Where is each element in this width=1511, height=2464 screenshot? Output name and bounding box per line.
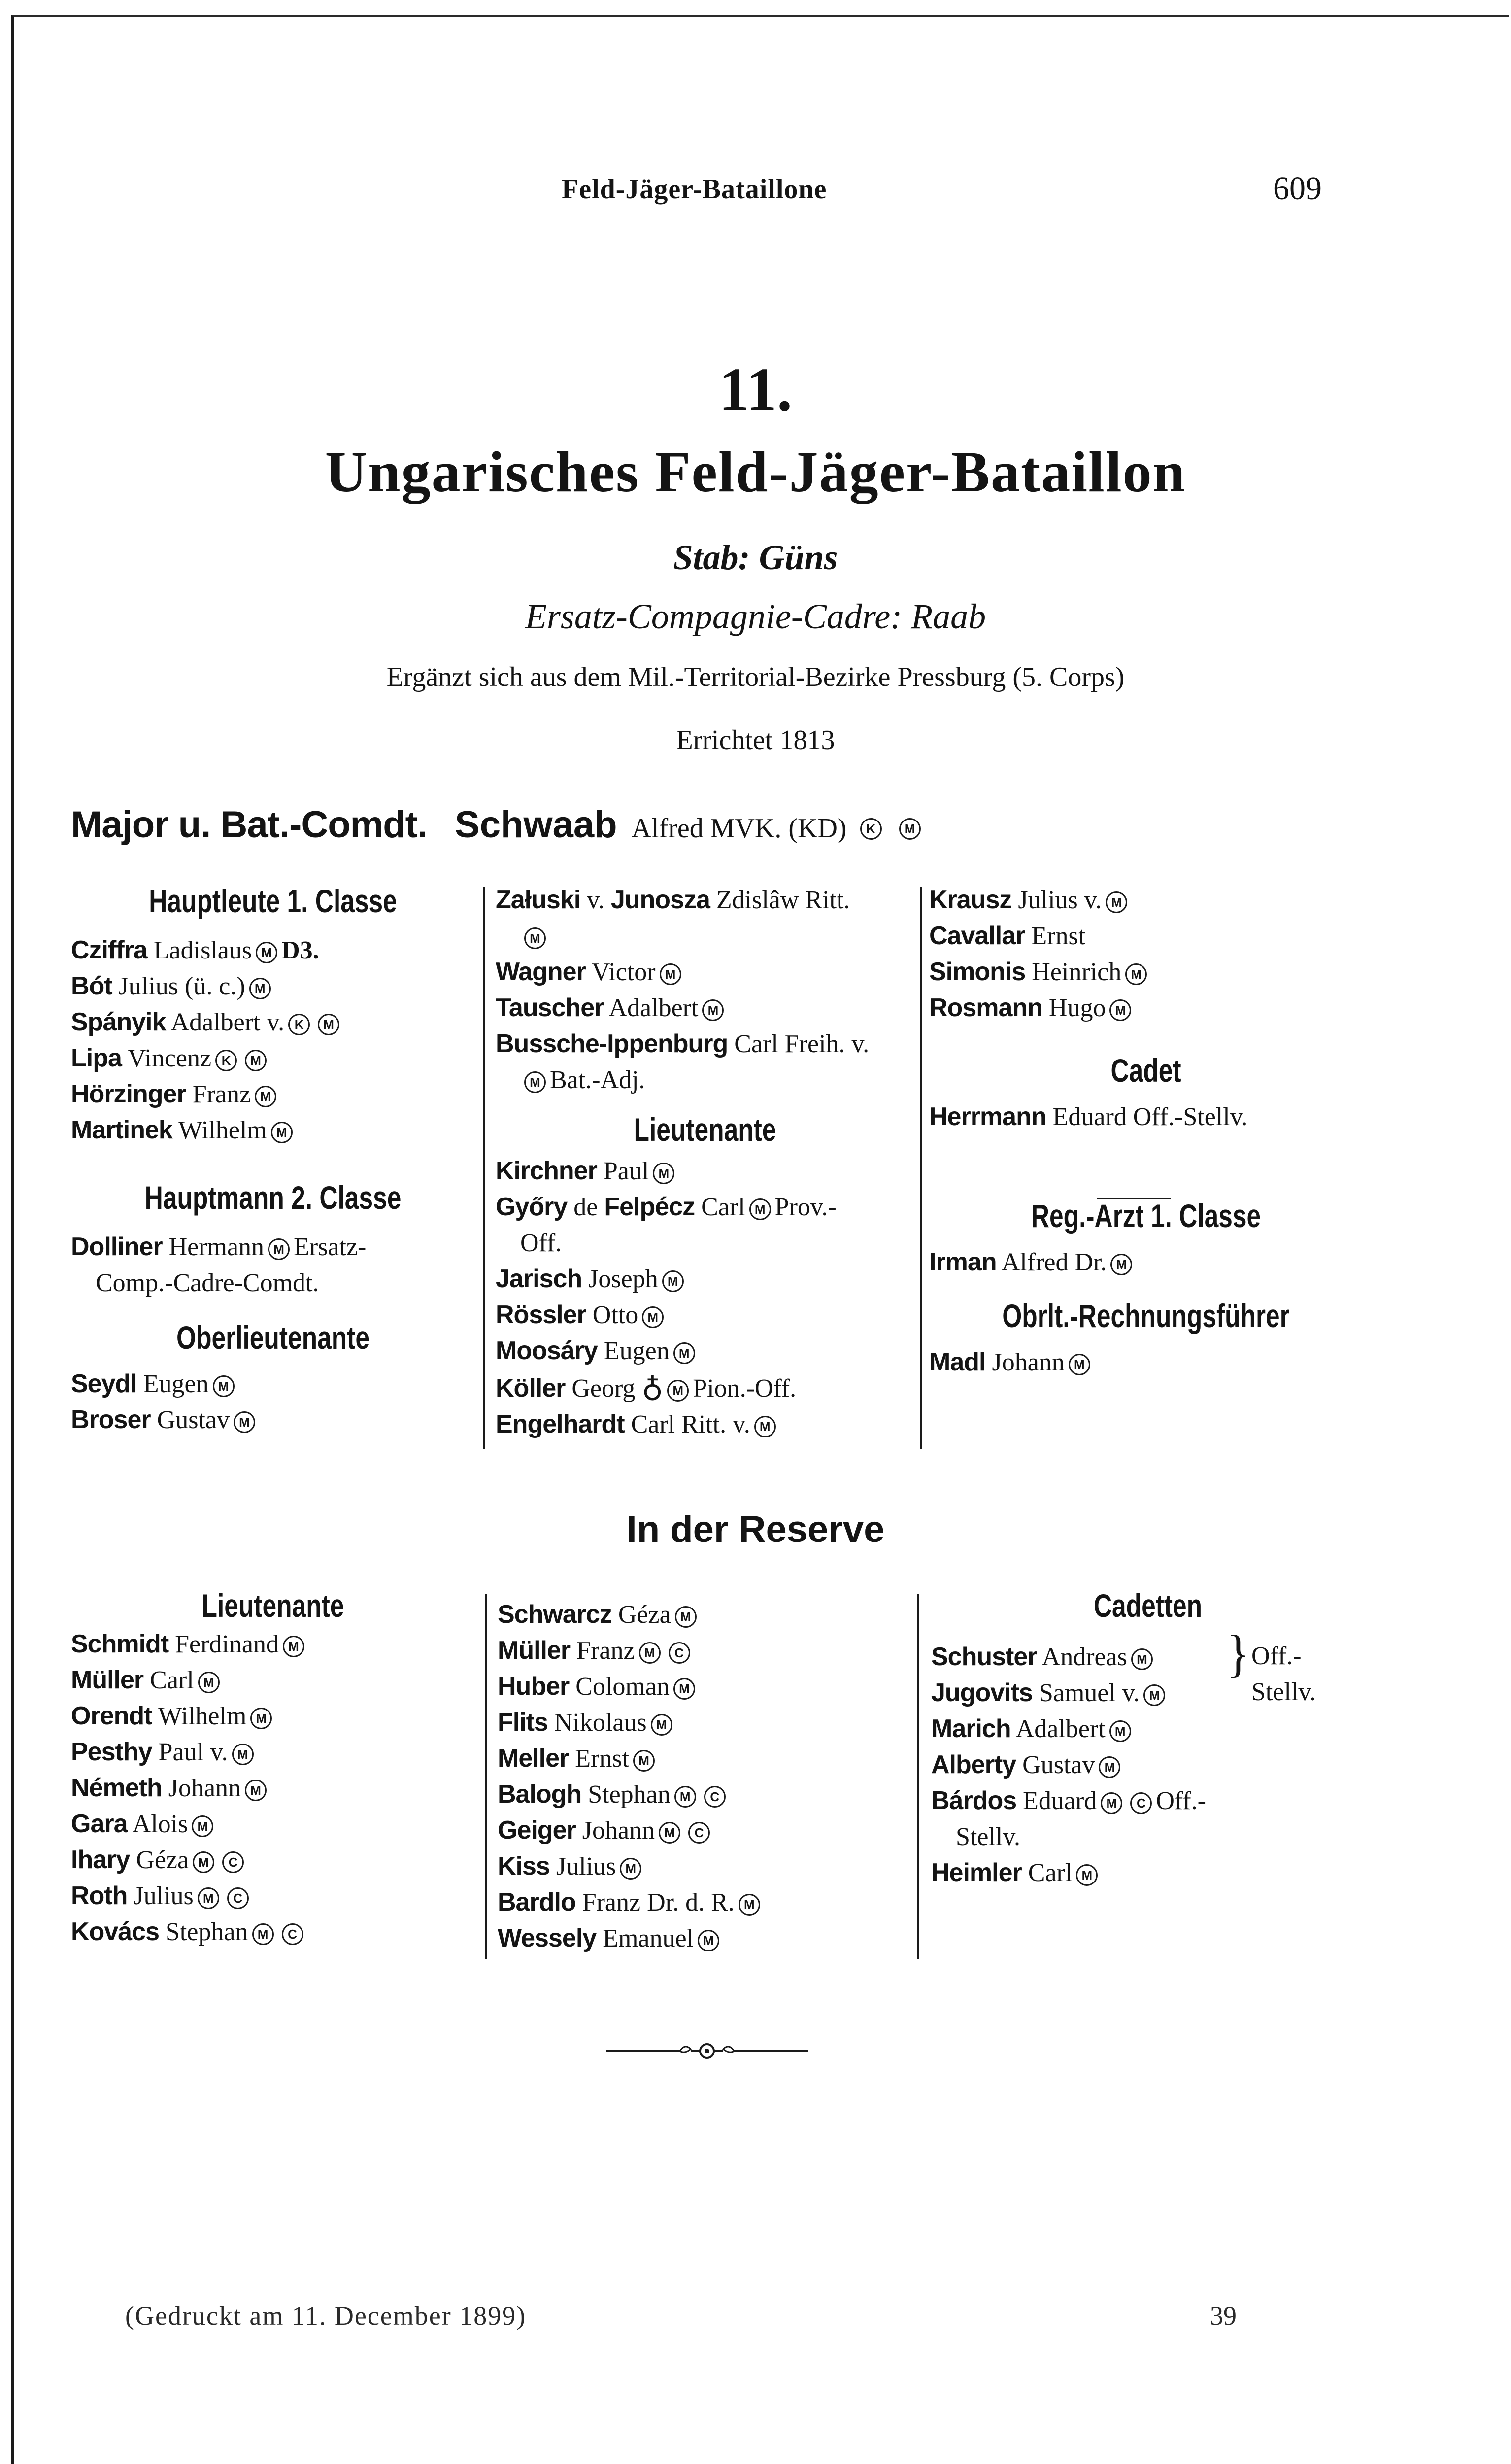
list-item: Köller Georg ♁ M Pion.-Off. <box>496 1370 797 1403</box>
list-item: Heimler Carl M <box>931 1855 1365 1891</box>
major-name: Schwaab <box>455 804 617 846</box>
list-item: Balogh Stephan M C <box>498 1777 911 1813</box>
section-heading: Hauptmann 2. Classe <box>144 1179 402 1216</box>
m-badge-icon: M <box>250 1708 272 1729</box>
c-badge-icon: C <box>704 1786 726 1808</box>
m-badge-icon: M <box>899 818 921 840</box>
m-badge-icon: M <box>193 1851 214 1873</box>
m-badge-icon: M <box>662 1270 684 1292</box>
list-item: Müller Carl M <box>71 1662 475 1698</box>
list-item: Madl Johann M <box>929 1344 1363 1380</box>
list-item: Kiss Julius M <box>498 1848 911 1884</box>
major-rest: Alfred MVK. (KD) <box>631 813 847 844</box>
m-badge-icon: M <box>749 1198 771 1220</box>
column-2 <box>496 882 914 1442</box>
print-date: (Gedruckt am 11. December 1899) <box>125 2301 527 2330</box>
m-badge-icon: M <box>271 1122 293 1143</box>
m-badge-icon: M <box>232 1744 254 1765</box>
list-item: Irman Alfred Dr. M <box>929 1244 1363 1280</box>
section-heading: Lieutenante <box>634 1111 776 1148</box>
reserve-column-3 <box>931 1587 1365 1891</box>
m-badge-icon: M <box>256 942 277 963</box>
c-badge-icon: C <box>282 1923 303 1945</box>
list-item: Kovács Stephan M C <box>71 1914 475 1950</box>
m-badge-icon: M <box>198 1672 220 1693</box>
m-badge-icon: M <box>1109 999 1131 1021</box>
reserve-column-1 <box>71 1587 475 1950</box>
list-item: Lipa Vincenz K M <box>71 1040 475 1076</box>
list-item: Tauscher Adalbert M <box>496 990 914 1026</box>
m-badge-icon: M <box>1131 1648 1153 1670</box>
k-badge-icon: K <box>288 1014 310 1035</box>
list-item: Alberty Gustav M <box>931 1747 1365 1783</box>
section-heading: Lieutenante <box>201 1587 344 1624</box>
list-item: Flits Nikolaus M <box>498 1705 911 1741</box>
list-item: Rosmann Hugo M <box>929 990 1363 1026</box>
list-item-continuation: Off. <box>520 1229 562 1257</box>
list-item: Bót Julius (ü. c.) M <box>71 968 475 1004</box>
m-badge-icon: M <box>1143 1684 1165 1706</box>
list-item: Marich Adalbert M <box>931 1711 1365 1747</box>
k-badge-icon: K <box>860 818 882 840</box>
list-item: Spányik Adalbert v. K M <box>71 1004 475 1040</box>
ornament-divider-icon <box>606 2041 808 2061</box>
m-badge-icon: M <box>524 1071 546 1093</box>
m-badge-icon: M <box>675 1606 697 1628</box>
list-item-continuation: M Bat.-Adj. <box>496 1062 914 1098</box>
list-item: Németh Johann M <box>71 1770 475 1806</box>
m-badge-icon: M <box>642 1306 664 1328</box>
m-badge-icon: M <box>524 927 546 949</box>
major-row <box>71 803 925 847</box>
column-1 <box>71 882 475 1438</box>
m-badge-icon: M <box>659 1822 680 1844</box>
page-title: Ungarisches Feld-Jäger-Bataillon <box>325 440 1186 504</box>
brace-label: Stellv. <box>1251 1678 1316 1706</box>
list-item: Seydl Eugen M <box>71 1366 475 1402</box>
m-badge-icon: M <box>653 1163 674 1184</box>
list-item: Pesthy Paul v. M <box>71 1734 475 1770</box>
reserve-column-2 <box>498 1597 911 1956</box>
m-badge-icon: M <box>283 1636 304 1657</box>
brace-label: Off.- <box>1251 1642 1302 1670</box>
m-badge-icon: M <box>633 1750 655 1772</box>
m-badge-icon: M <box>660 963 681 985</box>
running-head: Feld-Jäger-Bataillone <box>562 174 827 205</box>
list-item: Załuski v. Junosza Zdislâw Ritt. <box>496 886 850 914</box>
k-badge-icon: K <box>215 1050 237 1071</box>
column-divider <box>485 1594 487 1959</box>
m-badge-icon: M <box>234 1411 255 1433</box>
list-item: Wessely Emanuel M <box>498 1920 911 1956</box>
order-symbol-icon: ♁ <box>641 1370 664 1403</box>
list-item: Wagner Victor M <box>496 954 914 990</box>
list-item: Rössler Otto M <box>496 1297 914 1333</box>
signature-mark: 39 <box>1210 2301 1237 2330</box>
m-badge-icon: M <box>651 1714 672 1736</box>
column-divider <box>917 1594 919 1959</box>
list-item: Schmidt Ferdinand M <box>71 1626 475 1662</box>
list-item: Roth Julius M C <box>71 1878 475 1914</box>
list-item: Schuster Andreas M <box>931 1639 1365 1675</box>
m-badge-icon: M <box>318 1014 339 1035</box>
m-badge-icon: M <box>255 1086 276 1107</box>
brace-group <box>1227 1624 1316 1706</box>
list-item: Moosáry Eugen M <box>496 1333 914 1369</box>
m-badge-icon: M <box>1069 1354 1090 1375</box>
list-item-continuation: Stellv. <box>956 1823 1020 1851</box>
c-badge-icon: C <box>222 1851 244 1873</box>
m-badge-icon: M <box>252 1923 274 1945</box>
list-item: Simonis Heinrich M <box>929 954 1363 990</box>
c-badge-icon: C <box>227 1887 249 1909</box>
list-item: Hörzinger Franz M <box>71 1076 475 1112</box>
major-label: Major u. Bat.-Comdt. <box>71 804 428 846</box>
list-item: Kirchner Paul M <box>496 1153 914 1189</box>
list-item: Gara Alois M <box>71 1806 475 1842</box>
list-item: Schwarcz Géza M <box>498 1597 911 1633</box>
list-item: Engelhardt Carl Ritt. v. M <box>496 1406 914 1442</box>
list-item: Geiger Johann M C <box>498 1813 911 1848</box>
m-badge-icon: M <box>245 1050 267 1071</box>
c-badge-icon: C <box>669 1642 690 1664</box>
list-item: Cavallar Ernst <box>929 922 1086 950</box>
m-badge-icon: M <box>673 1342 695 1364</box>
section-heading: Oberlieutenante <box>176 1319 369 1356</box>
m-badge-icon: M <box>673 1678 695 1700</box>
list-item: Cziffra Ladislaus M D3. <box>71 936 319 964</box>
column-divider <box>920 887 922 1449</box>
column-divider <box>483 887 485 1449</box>
ersatz-line: Ersatz-Compagnie-Cadre: Raab <box>525 597 986 636</box>
list-item: Ihary Géza M C <box>71 1842 475 1878</box>
list-item-continuation: Comp.-Cadre-Comdt. <box>96 1269 319 1297</box>
list-item: Jugovits Samuel v. M <box>931 1675 1365 1711</box>
c-badge-icon: C <box>688 1822 710 1844</box>
errichtet-line: Errichtet 1813 <box>676 725 835 755</box>
section-number: 11. <box>718 356 793 424</box>
list-item: Broser Gustav M <box>71 1402 475 1438</box>
list-item: Meller Ernst M <box>498 1741 911 1777</box>
m-badge-icon: M <box>702 999 724 1021</box>
stab-line: Stab: Güns <box>673 538 838 577</box>
section-heading: Hauptleute 1. Classe <box>149 883 397 919</box>
m-badge-icon: M <box>754 1416 776 1437</box>
section-heading: Obrlt.-Rechnungsführer <box>1002 1298 1290 1334</box>
section-heading: Reg.-Arzt 1. Classe <box>1031 1198 1261 1234</box>
m-badge-icon: M <box>620 1858 641 1880</box>
list-item: Martinek Wilhelm M <box>71 1112 475 1148</box>
m-badge-icon: M <box>739 1894 760 1916</box>
column-3 <box>929 882 1363 1380</box>
m-badge-icon: M <box>198 1887 219 1909</box>
list-item: Krausz Julius v. M <box>929 882 1363 918</box>
list-item: Jarisch Joseph M <box>496 1261 914 1297</box>
m-badge-icon: M <box>1106 891 1127 913</box>
list-item: Dolliner Hermann M Ersatz- <box>71 1232 367 1261</box>
reserve-heading: In der Reserve <box>626 1508 885 1550</box>
section-heading: Cadetten <box>1093 1587 1203 1624</box>
m-badge-icon: M <box>1125 963 1147 985</box>
list-item: Győry de Felpécz Carl M Prov.- <box>496 1193 837 1221</box>
m-badge-icon: M <box>1099 1756 1120 1778</box>
m-badge-icon: M <box>245 1780 267 1801</box>
m-badge-icon: M <box>674 1786 696 1808</box>
m-badge-icon: M <box>1076 1864 1098 1886</box>
m-badge-icon: M <box>639 1642 661 1664</box>
list-item: Bardlo Franz Dr. d. R. M <box>498 1884 911 1920</box>
m-badge-icon: M <box>1109 1720 1131 1742</box>
ergaenzt-line: Ergänzt sich aus dem Mil.-Territorial-Bezirke Pressburg (5. Corps) <box>386 662 1125 692</box>
list-item: Herrmann Eduard Off.-Stellv. <box>929 1102 1248 1131</box>
list-item-continuation <box>496 918 914 954</box>
list-item: Orendt Wilhelm M <box>71 1698 475 1734</box>
m-badge-icon: M <box>1101 1792 1122 1814</box>
list-item: Huber Coloman M <box>498 1669 911 1705</box>
list-item: Bussche-Ippenburg Carl Freih. v. <box>496 1029 870 1058</box>
section-heading: Cadet <box>1110 1052 1181 1089</box>
m-badge-icon: M <box>268 1238 290 1260</box>
c-badge-icon: C <box>1130 1792 1152 1814</box>
m-badge-icon: M <box>249 978 271 999</box>
m-badge-icon: M <box>192 1815 213 1837</box>
m-badge-icon: M <box>213 1375 235 1397</box>
m-badge-icon: M <box>667 1380 689 1402</box>
m-badge-icon: M <box>1110 1254 1132 1275</box>
brace-icon: } <box>1227 1624 1250 1683</box>
list-item: Bárdos Eduard M C Off.- <box>931 1786 1206 1815</box>
list-item: Müller Franz M C <box>498 1633 911 1669</box>
page-number: 609 <box>1273 171 1322 206</box>
m-badge-icon: M <box>698 1930 719 1951</box>
